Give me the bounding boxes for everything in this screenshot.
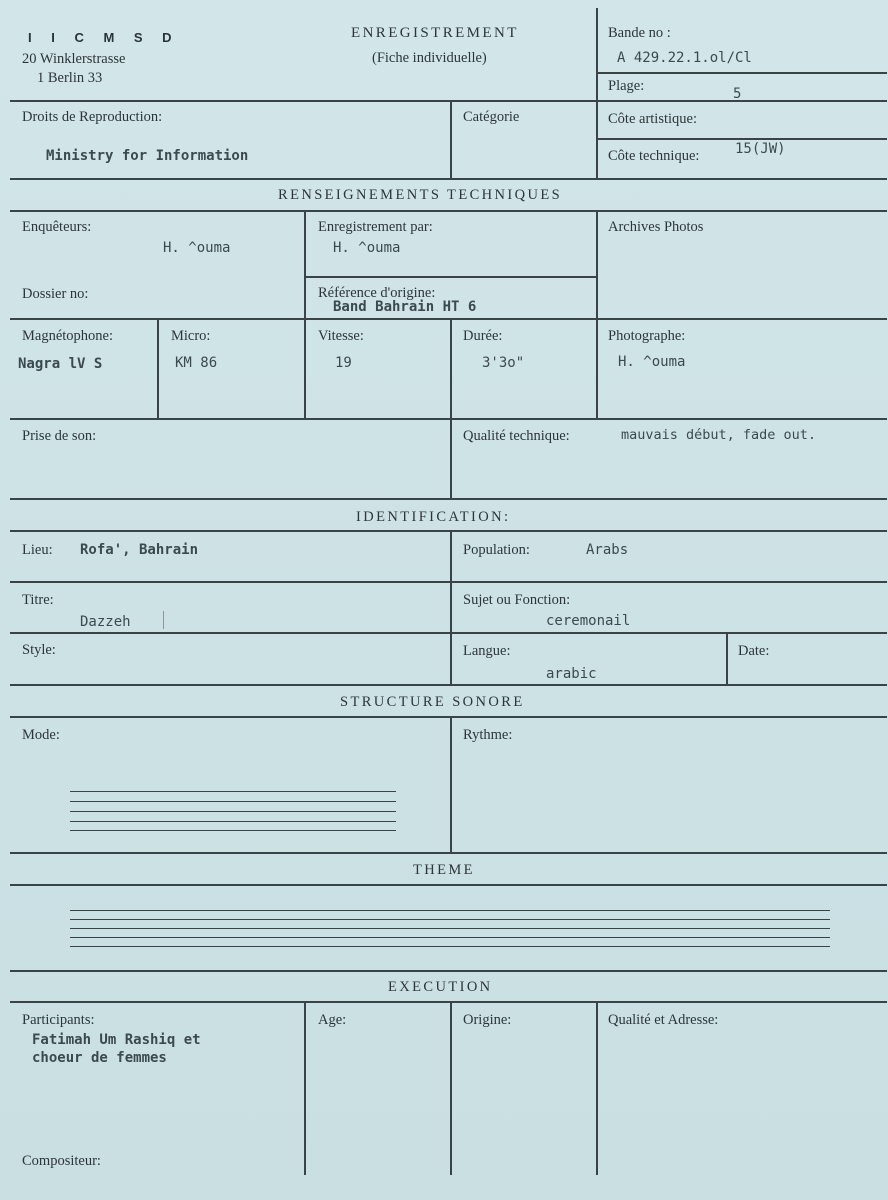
- theme-writing-line: [70, 928, 830, 929]
- magnetophone-value: Nagra lV S: [18, 356, 103, 372]
- participants-value-line2: choeur de femmes: [32, 1050, 167, 1066]
- droits-label: Droits de Reproduction:: [22, 109, 163, 125]
- duree-value: 3'3o": [482, 355, 525, 371]
- rule-bande-plage: [596, 72, 887, 74]
- rule-exec-title-bottom: [10, 1001, 887, 1003]
- cote-technique-label: Côte technique:: [608, 148, 700, 164]
- vrule-ident: [450, 530, 452, 684]
- micro-label: Micro:: [171, 328, 211, 344]
- rythme-label: Rythme:: [463, 727, 513, 743]
- vrule-exec-1: [304, 1001, 306, 1175]
- origine-label: Origine:: [463, 1012, 512, 1028]
- vitesse-label: Vitesse:: [318, 328, 364, 344]
- execution-section-title: EXECUTION: [388, 979, 493, 995]
- vrule-categorie-right: [596, 100, 598, 178]
- mode-writing-line: [70, 791, 396, 792]
- lieu-value: Rofa', Bahrain: [80, 542, 199, 558]
- vrule-micro: [157, 318, 159, 418]
- categorie-label: Catégorie: [463, 109, 520, 125]
- plage-value: 5: [733, 86, 742, 102]
- vrule-date: [726, 632, 728, 684]
- qualite-technique-label: Qualité technique:: [463, 428, 570, 444]
- archives-photos-label: Archives Photos: [608, 219, 704, 235]
- participants-label: Participants:: [22, 1012, 95, 1028]
- duree-label: Durée:: [463, 328, 503, 344]
- mode-writing-line: [70, 821, 396, 822]
- population-label: Population:: [463, 542, 530, 558]
- age-label: Age:: [318, 1012, 347, 1028]
- enregistrement-par-label: Enregistrement par:: [318, 219, 433, 235]
- photographe-label: Photographe:: [608, 328, 686, 344]
- dossier-label: Dossier no:: [22, 286, 89, 302]
- population-value: Arabs: [586, 542, 629, 558]
- sujet-value: ceremonail: [546, 613, 631, 629]
- theme-writing-line: [70, 919, 830, 920]
- rule-mode-bottom: [10, 852, 887, 854]
- rule-style-bottom: [10, 684, 887, 686]
- rule-rights-bottom: [10, 178, 887, 180]
- style-label: Style:: [22, 642, 56, 658]
- langue-label: Langue:: [463, 643, 511, 659]
- titre-label: Titre:: [22, 592, 54, 608]
- rule-tech-title-bottom: [10, 210, 887, 212]
- theme-writing-line: [70, 937, 830, 938]
- vrule-tech-2: [596, 210, 598, 418]
- rule-equipment-bottom: [10, 418, 887, 420]
- rule-theme-title-bottom: [10, 884, 887, 886]
- mode-writing-line: [70, 801, 396, 802]
- sujet-label: Sujet ou Fonction:: [463, 592, 571, 608]
- vrule-duree-qualite: [450, 318, 452, 498]
- theme-section-title: THEME: [413, 862, 475, 878]
- cote-technique-value: 15(JW): [735, 141, 786, 157]
- titre-value: Dazzeh: [80, 614, 131, 630]
- titre-pencil-mark: [163, 611, 164, 629]
- vrule-header: [596, 8, 598, 100]
- plage-label: Plage:: [608, 78, 645, 94]
- form-title: ENREGISTREMENT: [351, 25, 519, 41]
- qualite-technique-value: mauvais début, fade out.: [621, 427, 817, 443]
- magnetophone-label: Magnétophone:: [22, 328, 114, 344]
- address-line2: 1 Berlin 33: [37, 70, 103, 86]
- photographe-value: H. ^ouma: [618, 354, 686, 370]
- form-subtitle: (Fiche individuelle): [372, 50, 487, 66]
- qualite-adresse-label: Qualité et Adresse:: [608, 1012, 719, 1028]
- reference-label: Référence d'origine:: [318, 285, 436, 301]
- theme-writing-line: [70, 910, 830, 911]
- tech-section-title: RENSEIGNEMENTS TECHNIQUES: [278, 187, 563, 203]
- enregistrement-par-value: H. ^ouma: [333, 240, 401, 256]
- rule-prise-bottom: [10, 498, 887, 500]
- rule-structure-title-bottom: [10, 716, 887, 718]
- vrule-exec-2: [450, 1001, 452, 1175]
- participants-value-line1: Fatimah Um Rashiq et: [32, 1032, 201, 1048]
- rule-ident-title-bottom: [10, 530, 887, 532]
- identification-section-title: IDENTIFICATION:: [356, 509, 511, 525]
- rule-header-bottom: [10, 100, 887, 102]
- vitesse-value: 19: [335, 355, 352, 371]
- structure-section-title: STRUCTURE SONORE: [340, 694, 525, 710]
- lieu-label: Lieu:: [22, 542, 53, 558]
- enqueteurs-value: H. ^ouma: [163, 240, 231, 256]
- mode-writing-line: [70, 830, 396, 831]
- rule-enreg-ref: [304, 276, 596, 278]
- vrule-categorie-left: [450, 100, 452, 178]
- droits-value: Ministry for Information: [46, 148, 249, 164]
- mode-writing-line: [70, 811, 396, 812]
- rule-cote: [596, 138, 887, 140]
- vrule-tech-1: [304, 210, 306, 418]
- vrule-exec-3: [596, 1001, 598, 1175]
- bande-label: Bande no :: [608, 25, 671, 41]
- rule-theme-bottom: [10, 970, 887, 972]
- prise-de-son-label: Prise de son:: [22, 428, 97, 444]
- langue-value: arabic: [546, 666, 597, 682]
- cote-artistique-label: Côte artistique:: [608, 111, 697, 127]
- org-logo: I I C M S D: [28, 30, 180, 45]
- enqueteurs-label: Enquêteurs:: [22, 219, 92, 235]
- rule-dossier-bottom: [10, 318, 887, 320]
- theme-writing-line: [70, 946, 830, 947]
- compositeur-label: Compositeur:: [22, 1153, 101, 1169]
- micro-value: KM 86: [175, 355, 218, 371]
- rule-lieu-bottom: [10, 581, 887, 583]
- mode-label: Mode:: [22, 727, 60, 743]
- reference-value: Band Bahrain HT 6: [333, 299, 477, 315]
- bande-value: A 429.22.1.ol/Cl: [617, 50, 752, 66]
- rule-titre-bottom: [10, 632, 887, 634]
- date-label: Date:: [738, 643, 770, 659]
- address-line1: 20 Winklerstrasse: [22, 51, 126, 67]
- vrule-rythme: [450, 716, 452, 852]
